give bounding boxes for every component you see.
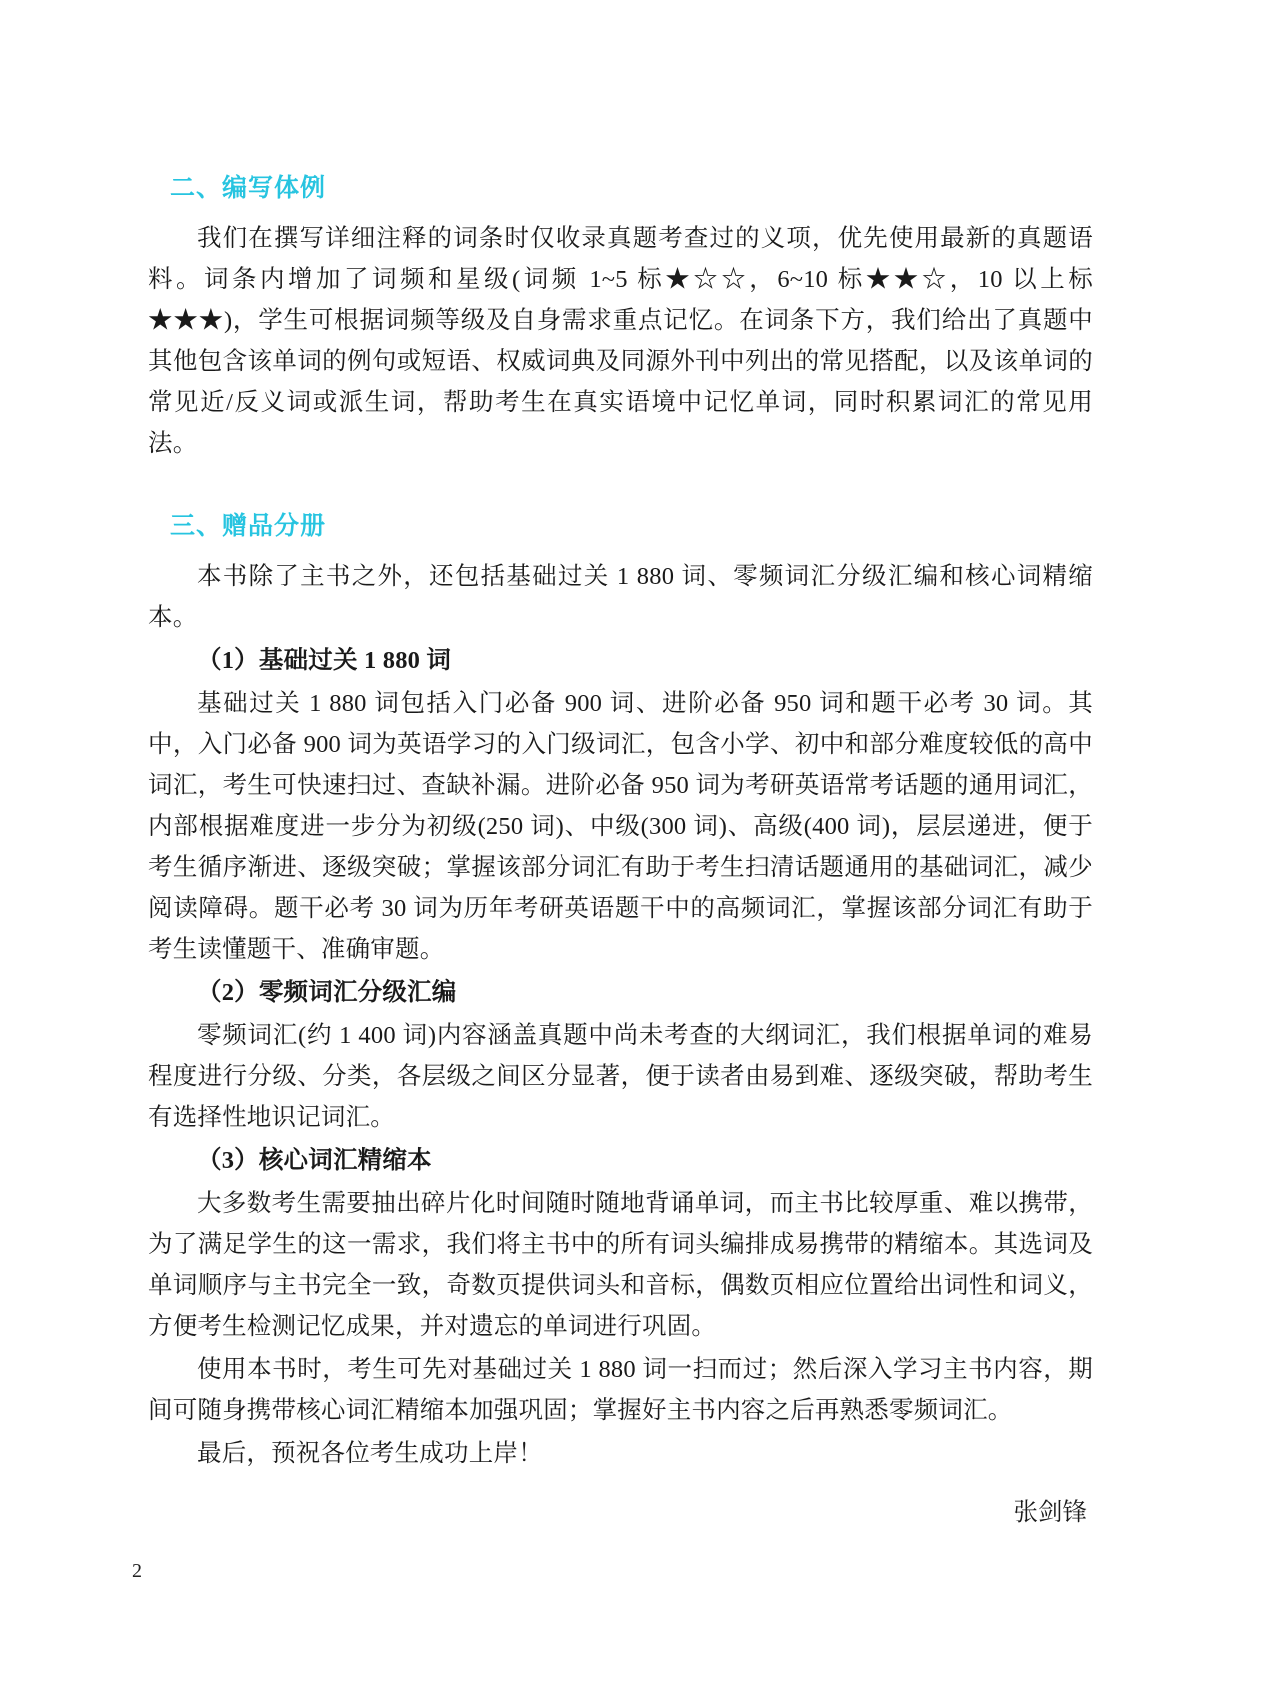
page-content bbox=[148, 168, 1093, 1533]
item-body-basic-1880: 基础过关 1 880 词包括入门必备 900 词、进阶必备 950 词和题干必考 30 词。其中，入门必备 900 词为英语学习的入门级词汇，包含小学、初中和部分难度较低的高中词汇，考生可快速扫过、查缺补漏。进阶必备 950 词为考研英语常考话题的通用词汇，内部根据难度进一步分为初级(250 词)、中级(300 词)、高级(400 词)，层层递进，便于考生循序渐进、逐级突破；掌握该部分词汇有助于考生扫清话题通用的基础词汇，减少阅读障碍。题干必考 30 词为历年考研英语题干中的高频词汇，掌握该部分词汇有助于考生读懂题干、准确审题。 bbox=[148, 690, 1093, 963]
paragraph-compilation-style: 我们在撰写详细注释的词条时仅收录真题考查过的义项，优先使用最新的真题语料。词条内增加了词频和星级(词频 1~5 标★☆☆，6~10 标★★☆，10 以上标★★★)，学生可根据词频等级及自身需求重点记忆。在词条下方，我们给出了真题中其他包含该单词的例句或短语、权威词典及同源外刊中列出的常见搭配，以及该单词的常见近/反义词或派生词，帮助考生在真实语境中记忆单词，同时积累词汇的常见用法。 bbox=[148, 225, 1093, 457]
section-heading-bonus-booklets: 三、赠品分册 bbox=[170, 512, 327, 540]
paragraph-bonus-intro: 本书除了主书之外，还包括基础过关 1 880 词、零频词汇分级汇编和核心词精缩本。 bbox=[148, 563, 1093, 631]
item-label-basic-1880: （1）基础过关 1 880 词 bbox=[197, 647, 452, 674]
item-label-core-condensed: （3）核心词汇精缩本 bbox=[197, 1147, 432, 1174]
item-label-zero-frequency: （2）零频词汇分级汇编 bbox=[197, 979, 457, 1006]
paragraph-usage-advice: 使用本书时，考生可先对基础过关 1 880 词一扫而过；然后深入学习主书内容，期间可随身携带核心词汇精缩本加强巩固；掌握好主书内容之后再熟悉零频词汇。 bbox=[148, 1356, 1093, 1424]
paragraph-final-wish: 最后，预祝各位考生成功上岸！ bbox=[197, 1440, 543, 1467]
section-heading-compilation-style: 二、编写体例 bbox=[170, 174, 327, 202]
author-signature: 张剑锋 bbox=[1013, 1499, 1087, 1526]
item-body-core-condensed: 大多数考生需要抽出碎片化时间随时随地背诵单词，而主书比较厚重、难以携带，为了满足学生的这一需求，我们将主书中的所有词头编排成易携带的精缩本。其选词及单词顺序与主书完全一致，奇数页提供词头和音标，偶数页相应位置给出词性和词义，方便考生检测记忆成果，并对遗忘的单词进行巩固。 bbox=[148, 1190, 1093, 1340]
page-number: 2 bbox=[132, 1560, 142, 1582]
item-body-zero-frequency: 零频词汇(约 1 400 词)内容涵盖真题中尚未考查的大纲词汇，我们根据单词的难易程度进行分级、分类，各层级之间区分显著，便于读者由易到难、逐级突破，帮助考生有选择性地识记词汇。 bbox=[148, 1022, 1093, 1131]
